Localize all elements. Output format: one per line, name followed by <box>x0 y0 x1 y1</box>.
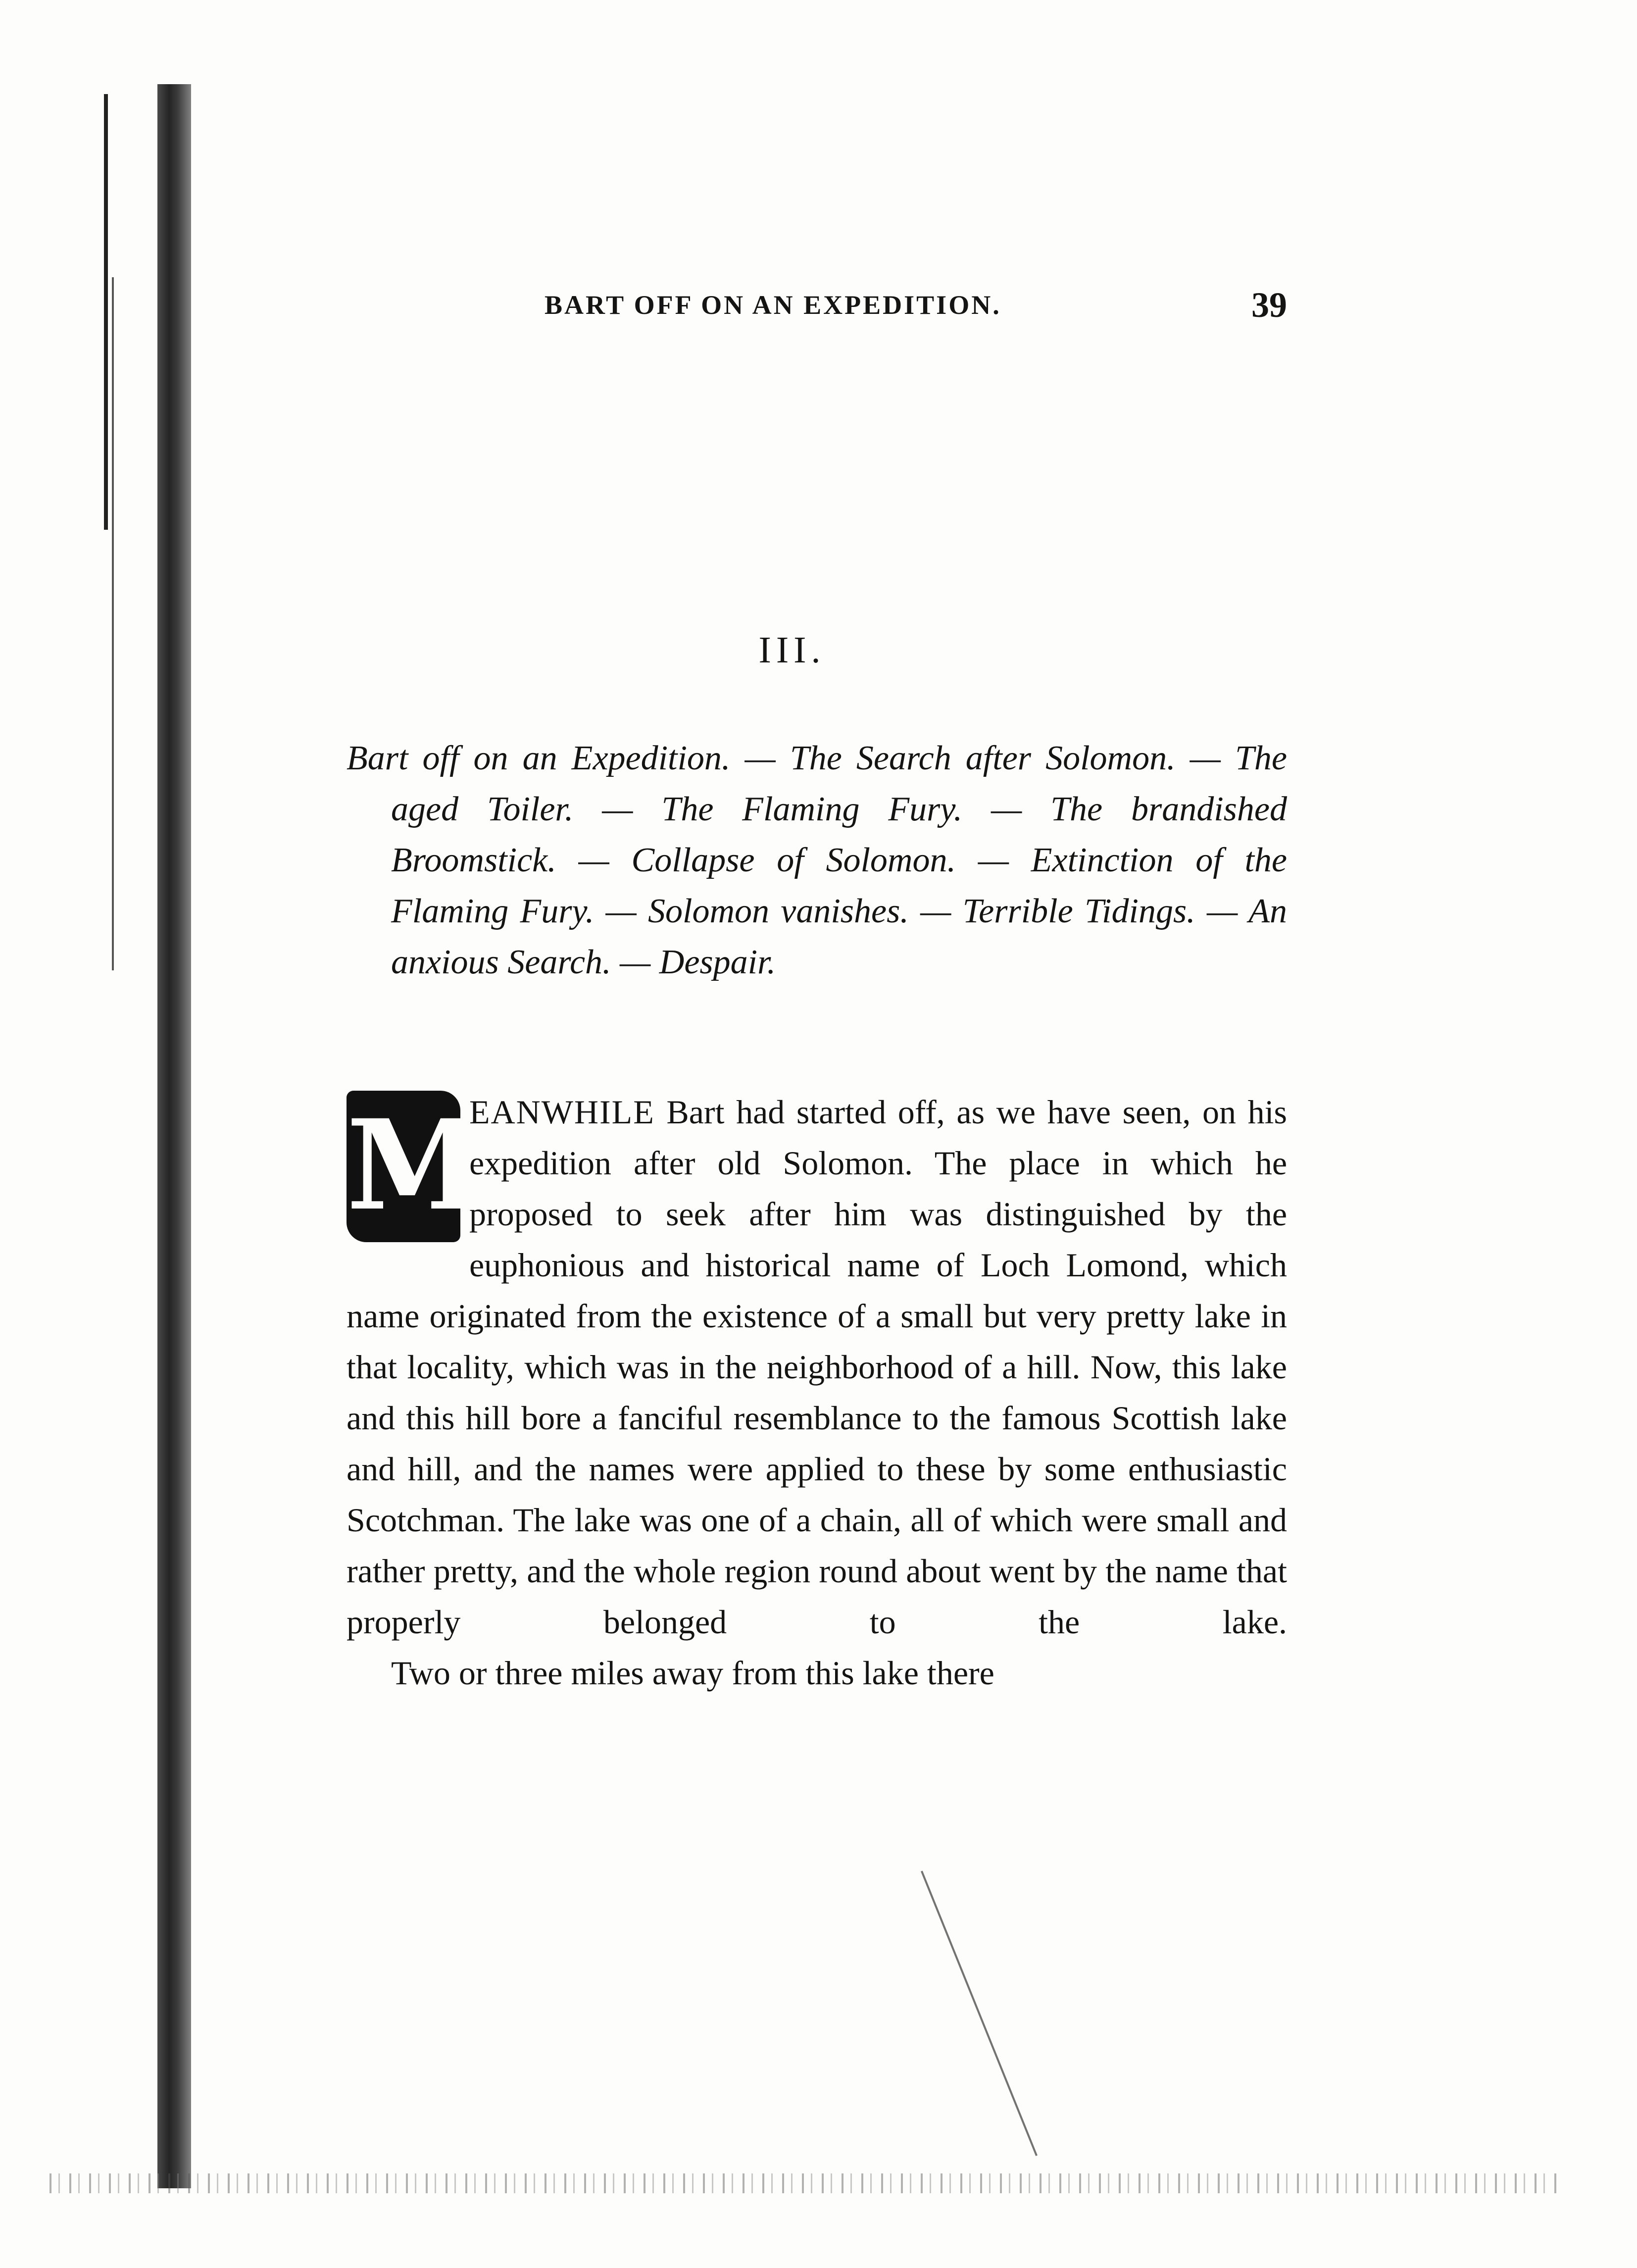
binding-edge-line <box>112 277 114 970</box>
body-text <box>347 1087 1287 1699</box>
binding-spine <box>157 84 191 2188</box>
paragraph-text: Bart had started off, as we have seen, on his expedition after old Solomon. The place in which he proposed to seek after him was distinguished by the euphonious and historical name of Loch Lomond, which name originated from the existence of a small but very pretty lake in that locality, which was in the neighborhood of a hill. Now, this lake and this hill bore a fanciful resemblance to the famous Scottish lake and hill, and the names were applied to these by some enthusiastic Scotchman. The lake was one of a chain, all of which were small and rather pretty, and the whole region round about went by the name that properly belonged to the lake. <box>347 1093 1287 1641</box>
binding-edge-line <box>104 94 108 530</box>
running-title: BART OFF ON AN EXPEDITION. <box>545 290 1001 320</box>
paragraph <box>347 1087 1287 1648</box>
running-head <box>545 285 1287 324</box>
first-word: EANWHILE <box>469 1093 655 1131</box>
chapter-synopsis: Bart off on an Expedition. — The Search after Solomon. — The aged Toiler. — The Flaming Fury. — The brandished Broomstick. — Collapse of Solomon. — Extinction of the Flaming Fury. — Solomon vanishes. — Terrible Tidings. — An anxious Search. — Despair. <box>347 739 1287 981</box>
paragraph: Two or three miles away from this lake there <box>391 1654 994 1692</box>
chapter-number: III. <box>758 629 826 671</box>
drop-cap: M <box>347 1091 460 1242</box>
scan-artifact-line <box>921 1871 1038 2156</box>
scan-noise <box>50 2173 1559 2193</box>
page-number: 39 <box>1251 285 1287 325</box>
